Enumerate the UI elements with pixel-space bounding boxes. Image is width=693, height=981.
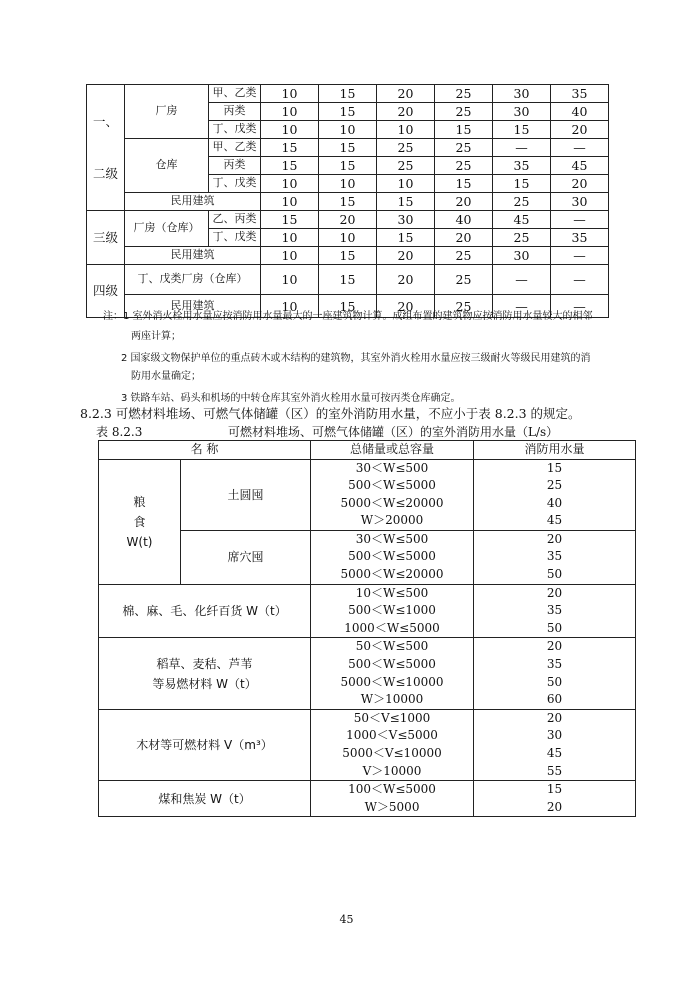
storage-type-cell: 土圆囤 bbox=[181, 459, 311, 530]
flow-value-cell: 10 bbox=[261, 193, 319, 211]
flow-value-cell: 25 bbox=[435, 103, 493, 121]
building-type-cell: 仓库 bbox=[125, 139, 209, 193]
flow-value-cell bbox=[474, 459, 636, 530]
flow-value-cell: 10 bbox=[261, 295, 319, 318]
flow-value-cell: — bbox=[551, 211, 609, 229]
capacity-range-cell bbox=[311, 781, 474, 817]
flow-value-cell: 15 bbox=[377, 193, 435, 211]
table-row bbox=[87, 193, 609, 211]
note-1: 注：1 室外消火栓用水量应按消防用水量最大的一座建筑物计算。成组布置的建筑物应按消防用水量较大的相邻 bbox=[103, 311, 593, 322]
flow-value-cell: 15 bbox=[319, 157, 377, 175]
flow-value-cell: 10 bbox=[261, 247, 319, 265]
table-storage-yard-flow bbox=[98, 440, 636, 817]
hazard-class-cell: 丁、戊类 bbox=[209, 175, 261, 193]
flow-value-cell: 25 bbox=[435, 85, 493, 103]
table-row bbox=[87, 247, 609, 265]
table-row bbox=[99, 709, 636, 780]
capacity-range: 500＜W≤5000 bbox=[348, 478, 436, 493]
flow-value-cell: 10 bbox=[261, 175, 319, 193]
capacity-range: 1000＜V≤5000 bbox=[346, 728, 438, 743]
flow-value-cell: 20 bbox=[551, 175, 609, 193]
flow-value-cell: — bbox=[551, 295, 609, 318]
capacity-range: 30＜W≤500 bbox=[355, 531, 429, 546]
flow-value-cell: — bbox=[551, 265, 609, 295]
flow-value-cell: 15 bbox=[261, 211, 319, 229]
flow-value-cell: 10 bbox=[377, 121, 435, 139]
fire-rating-cell: 三级 bbox=[87, 211, 125, 265]
capacity-range: 500＜W≤1000 bbox=[348, 603, 436, 618]
fire-rating-cell: 四级 bbox=[87, 265, 125, 318]
capacity-range: 5000＜W≤20000 bbox=[340, 495, 444, 510]
flow-value-cell: 10 bbox=[261, 103, 319, 121]
flow-value-cell: 25 bbox=[435, 247, 493, 265]
flow-value-cell: 35 bbox=[551, 229, 609, 247]
material-name-cell: 稻草、麦秸、芦苇 等易燃材料 W（t） bbox=[99, 638, 311, 709]
flow-value: 30 bbox=[546, 728, 563, 743]
flow-value-cell: 20 bbox=[377, 295, 435, 318]
flow-value-cell: 45 bbox=[493, 211, 551, 229]
capacity-range: 5000＜W≤20000 bbox=[340, 567, 444, 582]
hazard-class-cell: 丙类 bbox=[209, 157, 261, 175]
table-row bbox=[99, 459, 636, 530]
flow-value: 35 bbox=[546, 657, 563, 672]
flow-value: 20 bbox=[546, 799, 563, 814]
flow-value: 55 bbox=[546, 763, 563, 778]
building-type-cell: 民用建筑 bbox=[125, 193, 261, 211]
flow-value-cell: 15 bbox=[319, 265, 377, 295]
flow-value: 25 bbox=[546, 478, 563, 493]
header-flow: 消防用水量 bbox=[474, 441, 636, 460]
material-name-cell: 棉、麻、毛、化纤百货 W（t） bbox=[99, 584, 311, 638]
flow-value-cell: 10 bbox=[377, 175, 435, 193]
section-8-2-3: 8.2.3 可燃材料堆场、可燃气体储罐（区）的室外消防用水量，不应小于表 8.2.3 的规定。 bbox=[80, 406, 581, 421]
capacity-range: 500＜W≤5000 bbox=[348, 549, 436, 564]
flow-value-cell: 15 bbox=[261, 139, 319, 157]
capacity-range: 10＜W≤500 bbox=[355, 585, 429, 600]
header-name: 名 称 bbox=[99, 441, 311, 460]
flow-value-cell: 35 bbox=[493, 157, 551, 175]
flow-value-cell: 25 bbox=[493, 193, 551, 211]
capacity-range: W＞20000 bbox=[360, 513, 424, 528]
flow-value-cell: — bbox=[493, 139, 551, 157]
note-2: 2 国家级文物保护单位的重点砖木或木结构的建筑物，其室外消火栓用水量应按三级耐火等级民用建筑的消 防用水量确定； bbox=[121, 353, 591, 382]
flow-value-cell: — bbox=[551, 247, 609, 265]
flow-value: 35 bbox=[546, 549, 563, 564]
flow-value-cell: — bbox=[493, 265, 551, 295]
flow-value-cell: 10 bbox=[261, 85, 319, 103]
flow-value-cell: 20 bbox=[377, 85, 435, 103]
capacity-range: W＞10000 bbox=[360, 692, 424, 707]
table-row bbox=[99, 584, 636, 638]
grain-label-cell: 粮 食 W(t) bbox=[99, 459, 181, 584]
hazard-class-cell: 甲、乙类 bbox=[209, 139, 261, 157]
flow-value-cell: 10 bbox=[261, 121, 319, 139]
flow-value-cell: 25 bbox=[377, 139, 435, 157]
flow-value: 45 bbox=[546, 746, 563, 760]
flow-value-cell: 30 bbox=[551, 193, 609, 211]
capacity-range-cell bbox=[311, 459, 474, 530]
flow-value-cell: 20 bbox=[377, 103, 435, 121]
capacity-range-cell bbox=[311, 584, 474, 638]
fire-rating-cell: 一、 二级 bbox=[87, 85, 125, 211]
flow-value-cell: 25 bbox=[435, 157, 493, 175]
flow-value: 60 bbox=[546, 692, 563, 707]
flow-value: 50 bbox=[546, 620, 563, 635]
table-row bbox=[87, 85, 609, 103]
note-1-cont: 两座计算； bbox=[131, 331, 181, 342]
flow-value-cell: 15 bbox=[493, 121, 551, 139]
building-type-cell: 民用建筑 bbox=[125, 247, 261, 265]
flow-value-cell: 10 bbox=[319, 229, 377, 247]
flow-value: 35 bbox=[546, 603, 563, 618]
flow-value-cell: — bbox=[551, 139, 609, 157]
flow-value: 20 bbox=[546, 585, 563, 600]
flow-value: 45 bbox=[546, 513, 563, 528]
capacity-range: 1000＜W≤5000 bbox=[344, 620, 440, 635]
flow-value-cell: 20 bbox=[435, 193, 493, 211]
table-row bbox=[99, 638, 636, 709]
capacity-range: 50＜V≤1000 bbox=[353, 710, 431, 725]
flow-value-cell: 40 bbox=[551, 103, 609, 121]
flow-value-cell: 10 bbox=[261, 229, 319, 247]
flow-value: 15 bbox=[546, 782, 563, 797]
flow-value-cell: 15 bbox=[319, 85, 377, 103]
building-type-cell: 厂房 bbox=[125, 85, 209, 139]
material-name-cell: 煤和焦炭 W（t） bbox=[99, 781, 311, 817]
flow-value-cell: 10 bbox=[319, 121, 377, 139]
capacity-range-cell bbox=[311, 638, 474, 709]
hazard-class-cell: 甲、乙类 bbox=[209, 85, 261, 103]
flow-value: 20 bbox=[546, 639, 563, 654]
flow-value-cell: 10 bbox=[261, 265, 319, 295]
flow-value-cell: 15 bbox=[435, 121, 493, 139]
flow-value-cell: 15 bbox=[319, 295, 377, 318]
flow-value-cell: — bbox=[493, 295, 551, 318]
flow-value-cell: 20 bbox=[377, 265, 435, 295]
hazard-class-cell: 丁、戊类 bbox=[209, 121, 261, 139]
capacity-range: 500＜W≤5000 bbox=[348, 657, 436, 672]
flow-value-cell: 30 bbox=[493, 247, 551, 265]
hazard-class-cell: 乙、丙类 bbox=[209, 211, 261, 229]
note-3: 3 铁路车站、码头和机场的中转仓库其室外消火栓用水量可按丙类仓库确定。 bbox=[121, 393, 461, 404]
flow-value-cell: 15 bbox=[319, 247, 377, 265]
flow-value-cell: 20 bbox=[319, 211, 377, 229]
flow-value: 20 bbox=[546, 531, 563, 546]
flow-value-cell: 15 bbox=[261, 157, 319, 175]
storage-type-cell: 席穴囤 bbox=[181, 530, 311, 584]
building-type-cell: 民用建筑 bbox=[125, 295, 261, 318]
header-capacity: 总储量或总容量 bbox=[311, 441, 474, 460]
flow-value-cell bbox=[474, 781, 636, 817]
table-number: 表 8.2.3 bbox=[96, 425, 143, 439]
table-outdoor-hydrant-flow bbox=[86, 84, 609, 318]
flow-value-cell: 25 bbox=[493, 229, 551, 247]
material-name-cell: 木材等可燃材料 V（m³） bbox=[99, 709, 311, 780]
table-row bbox=[87, 265, 609, 295]
capacity-range: 5000＜V≤10000 bbox=[342, 746, 442, 760]
flow-value-cell: 15 bbox=[377, 229, 435, 247]
flow-value: 15 bbox=[546, 460, 563, 475]
flow-value-cell: 30 bbox=[493, 85, 551, 103]
flow-value-cell: 25 bbox=[377, 157, 435, 175]
capacity-range: 30＜W≤500 bbox=[355, 460, 429, 475]
flow-value-cell: 15 bbox=[319, 103, 377, 121]
capacity-range: V＞10000 bbox=[362, 763, 422, 778]
flow-value: 40 bbox=[546, 495, 563, 510]
hazard-class-cell: 丁、戊类 bbox=[209, 229, 261, 247]
building-type-cell: 厂房（仓库） bbox=[125, 211, 209, 247]
flow-value-cell bbox=[474, 584, 636, 638]
table-notes bbox=[103, 310, 623, 406]
header-row bbox=[99, 441, 636, 460]
flow-value-cell: 20 bbox=[435, 229, 493, 247]
table-title: 可燃材料堆场、可燃气体储罐（区）的室外消防用水量（L/s） bbox=[228, 425, 559, 439]
flow-value-cell bbox=[474, 709, 636, 780]
flow-value-cell: 15 bbox=[493, 175, 551, 193]
flow-value: 20 bbox=[546, 710, 563, 725]
flow-value-cell: 25 bbox=[435, 295, 493, 318]
flow-value-cell: 20 bbox=[377, 247, 435, 265]
capacity-range-cell bbox=[311, 530, 474, 584]
table-row bbox=[99, 781, 636, 817]
table-row bbox=[87, 139, 609, 157]
flow-value-cell: 20 bbox=[551, 121, 609, 139]
flow-value-cell: 15 bbox=[319, 139, 377, 157]
table-row bbox=[87, 211, 609, 229]
capacity-range: 50＜W≤500 bbox=[355, 639, 429, 654]
capacity-range-cell bbox=[311, 709, 474, 780]
flow-value-cell: 30 bbox=[377, 211, 435, 229]
flow-value-cell: 25 bbox=[435, 139, 493, 157]
flow-value-cell: 40 bbox=[435, 211, 493, 229]
flow-value-cell: 15 bbox=[319, 193, 377, 211]
flow-value-cell: 15 bbox=[435, 175, 493, 193]
flow-value-cell: 25 bbox=[435, 265, 493, 295]
flow-value-cell: 45 bbox=[551, 157, 609, 175]
capacity-range: 5000＜W≤10000 bbox=[340, 674, 444, 689]
building-type-cell: 丁、戊类厂房（仓库） bbox=[125, 265, 261, 295]
flow-value-cell bbox=[474, 530, 636, 584]
flow-value: 50 bbox=[546, 674, 563, 689]
capacity-range: 100＜W≤5000 bbox=[348, 782, 436, 797]
flow-value-cell bbox=[474, 638, 636, 709]
capacity-range: W＞5000 bbox=[364, 799, 420, 814]
hazard-class-cell: 丙类 bbox=[209, 103, 261, 121]
flow-value: 50 bbox=[546, 567, 563, 582]
flow-value-cell: 10 bbox=[319, 175, 377, 193]
page-number: 45 bbox=[339, 913, 354, 926]
flow-value-cell: 35 bbox=[551, 85, 609, 103]
flow-value-cell: 30 bbox=[493, 103, 551, 121]
